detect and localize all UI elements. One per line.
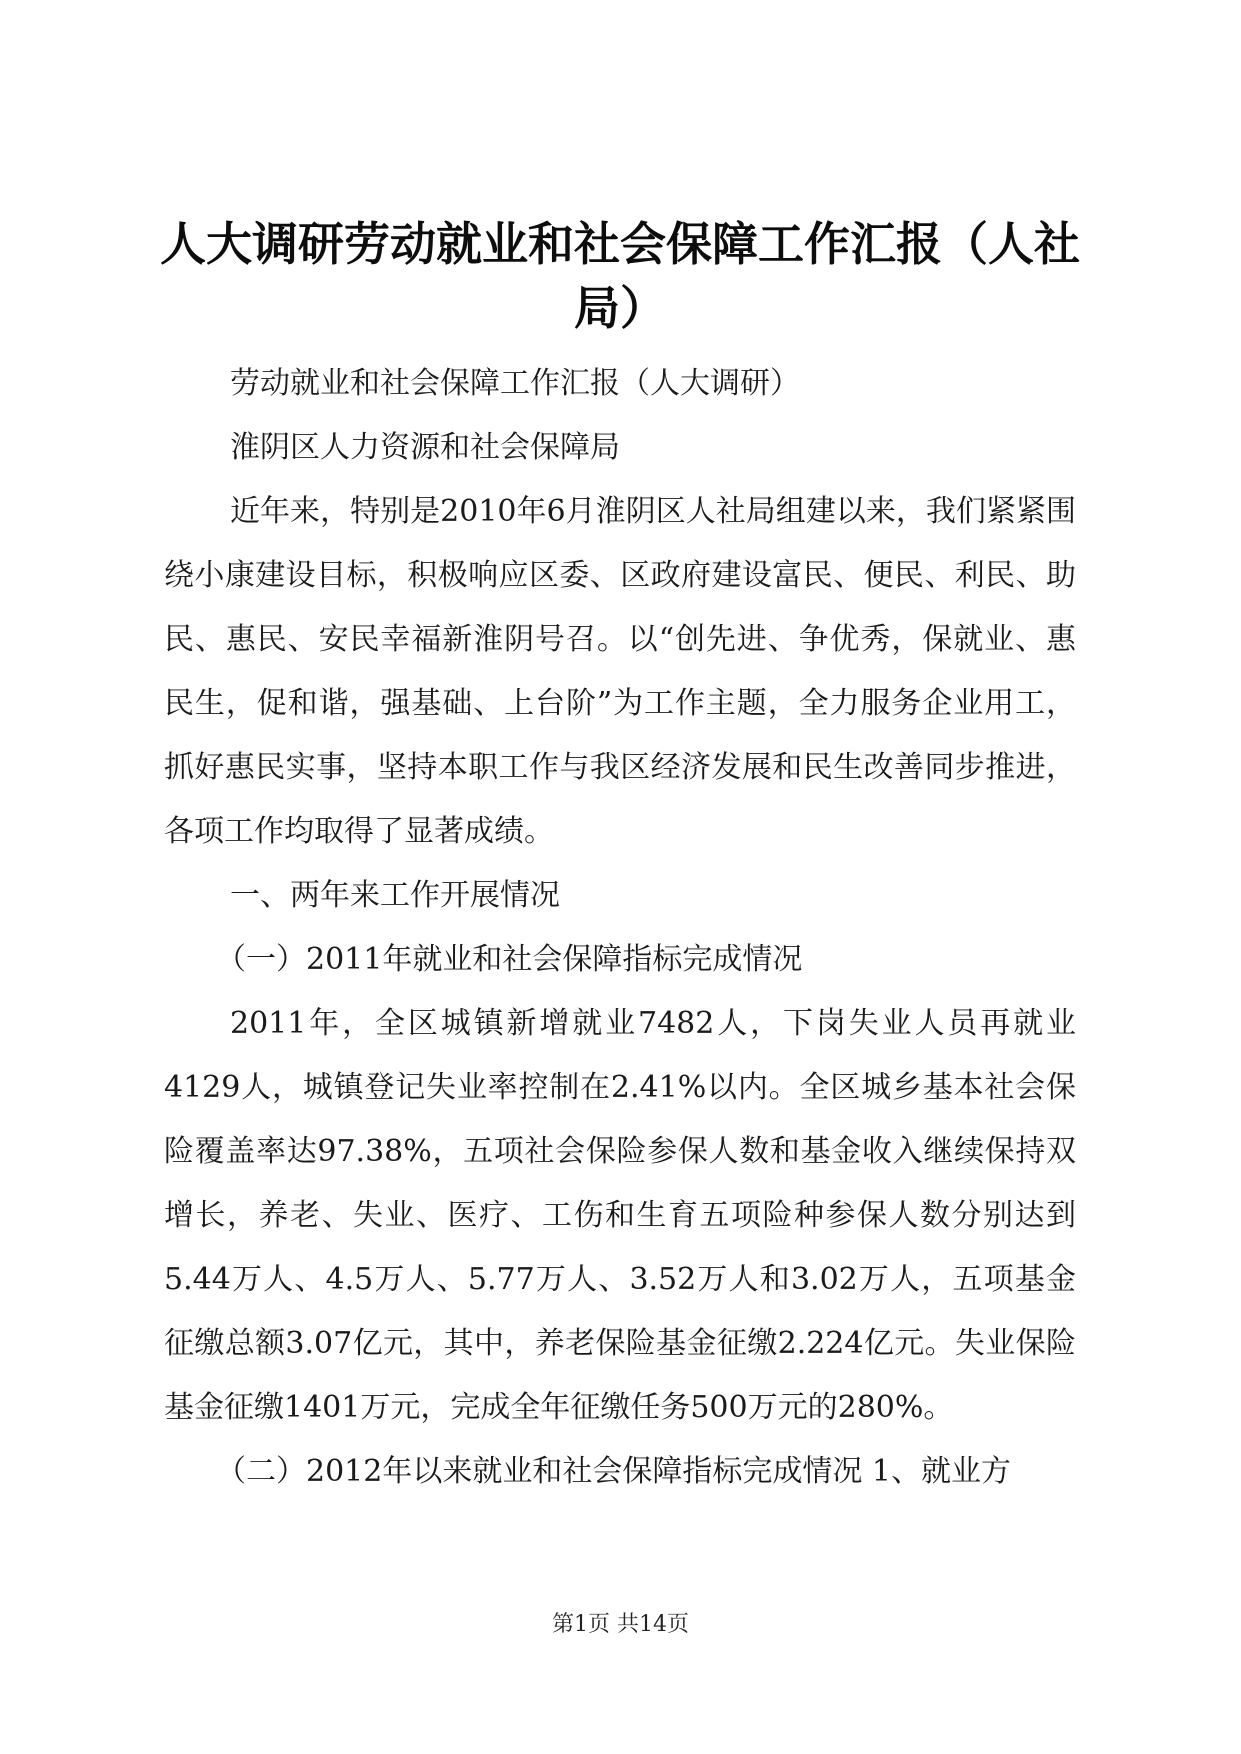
page-number-footer: 第1页 共14页 (552, 1612, 689, 1637)
intro-paragraph: 近年来，特别是2010年6月淮阴区人社局组建以来，我们紧紧围绕小康建设目标，积极响应区委、区政府建设富民、便民、利民、助民、惠民、安民幸福新淮阴号召。以“创先进、争优秀，保就业、惠民生，促和谐，强基础、上台阶”为工作主题，全力服务企业用工，抓好惠民实事，坚持本职工作与我区经济发展和民生改善同步推进，各项工作均取得了显著成绩。 (164, 494, 1076, 849)
report-subtitle: 劳动就业和社会保障工作汇报（人大调研） (230, 366, 800, 401)
author-organization: 淮阴区人力资源和社会保障局 (230, 430, 620, 465)
section-heading: 一、两年来工作开展情况 (230, 878, 560, 913)
subsection-heading-2012: （二）2012年以来就业和社会保障指标完成情况 1、就业方 (216, 1454, 1011, 1489)
subsection-heading-2011: （一）2011年就业和社会保障指标完成情况 (216, 942, 803, 977)
paragraph-2011-indicators: 2011年，全区城镇新增就业7482人，下岗失业人员再就业4129人，城镇登记失业率控制在2.41%以内。全区城乡基本社会保险覆盖率达97.38%，五项社会保险参保人数和基金收入继续保持双增长，养老、失业、医疗、工伤和生育五项险种参保人数分别达到5.44万人、4.5万人、5.77万人、3.52万人和3.02万人，五项基金征缴总额3.07亿元，其中，养老保险基金征缴2.224亿元。失业保险基金征缴1401万元，完成全年征缴任务500万元的280%。 (164, 1006, 1076, 1425)
document-body (164, 352, 1076, 1504)
document-title: 人大调研劳动就业和社会保障工作汇报（人社局） (160, 217, 1080, 335)
